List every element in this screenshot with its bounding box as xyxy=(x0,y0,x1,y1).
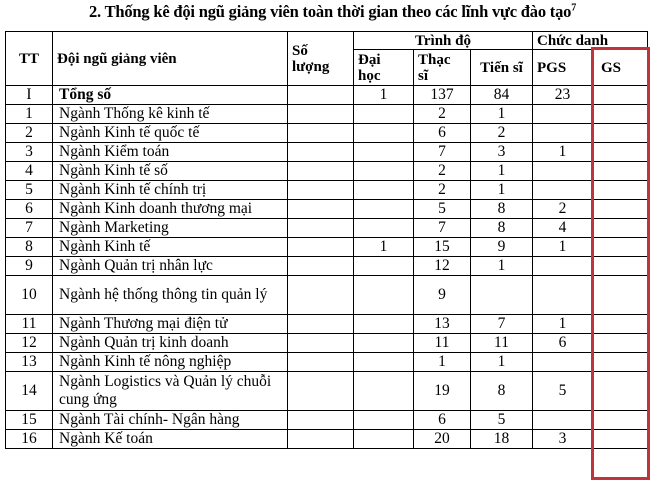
cell-pgs: 2 xyxy=(533,200,593,219)
table-row xyxy=(6,334,648,353)
cell-thac-si: 2 xyxy=(414,181,471,200)
cell-tien-si: 8 xyxy=(471,200,533,219)
cell-gs xyxy=(593,162,648,181)
table-row xyxy=(6,276,648,315)
cell-so-luong xyxy=(288,430,354,449)
header-thac-si: Thạc sĩ xyxy=(414,50,471,86)
cell-tt: 13 xyxy=(6,353,53,372)
cell-pgs xyxy=(533,353,593,372)
cell-dai-hoc xyxy=(354,162,414,181)
header-gs: GS xyxy=(593,50,648,86)
cell-so-luong xyxy=(288,257,354,276)
cell-tt: 7 xyxy=(6,219,53,238)
cell-thac-si: 6 xyxy=(414,124,471,143)
header-chuc-danh: Chức danh xyxy=(533,32,648,50)
cell-pgs: 23 xyxy=(533,86,593,105)
cell-tt: 1 xyxy=(6,105,53,124)
cell-so-luong xyxy=(288,143,354,162)
cell-tt: 3 xyxy=(6,143,53,162)
cell-tt: 8 xyxy=(6,238,53,257)
cell-dai-hoc xyxy=(354,219,414,238)
cell-thac-si: 11 xyxy=(414,334,471,353)
cell-name: Ngành Kinh tế chính trị xyxy=(53,181,288,200)
table-row xyxy=(6,219,648,238)
cell-tt: 15 xyxy=(6,411,53,430)
cell-pgs xyxy=(533,257,593,276)
cell-name: Ngành Kinh tế xyxy=(53,238,288,257)
cell-name: Ngành Quản trị kinh doanh xyxy=(53,334,288,353)
cell-so-luong xyxy=(288,200,354,219)
cell-pgs xyxy=(533,181,593,200)
cell-tien-si xyxy=(471,276,533,315)
cell-tt: 2 xyxy=(6,124,53,143)
section-title-text: 2. Thống kê đội ngũ giảng viên toàn thời gian theo các lĩnh vực đào tạo xyxy=(88,2,572,21)
cell-gs xyxy=(593,334,648,353)
cell-tt: 11 xyxy=(6,315,53,334)
cell-tien-si: 1 xyxy=(471,162,533,181)
cell-name: Ngành Kiểm toán xyxy=(53,143,288,162)
table-row xyxy=(6,430,648,449)
cell-name: Ngành Kinh tế quốc tế xyxy=(53,124,288,143)
cell-dai-hoc xyxy=(354,181,414,200)
cell-pgs xyxy=(533,124,593,143)
table-row xyxy=(6,411,648,430)
table-row xyxy=(6,353,648,372)
cell-pgs: 3 xyxy=(533,430,593,449)
cell-so-luong xyxy=(288,219,354,238)
table-row xyxy=(6,315,648,334)
cell-tien-si: 18 xyxy=(471,430,533,449)
cell-name: Ngành Quản trị nhân lực xyxy=(53,257,288,276)
cell-pgs xyxy=(533,105,593,124)
cell-pgs: 4 xyxy=(533,219,593,238)
cell-so-luong xyxy=(288,276,354,315)
cell-tt: 4 xyxy=(6,162,53,181)
table-row xyxy=(6,181,648,200)
cell-so-luong xyxy=(288,238,354,257)
cell-so-luong xyxy=(288,86,354,105)
cell-name: Ngành Kế toán xyxy=(53,430,288,449)
cell-name: Ngành Logistics và Quản lý chuỗi cung ứng xyxy=(53,372,288,411)
table-row xyxy=(6,257,648,276)
table-row xyxy=(6,105,648,124)
cell-gs xyxy=(593,219,648,238)
cell-tien-si: 2 xyxy=(471,124,533,143)
header-name: Đội ngũ giảng viên xyxy=(53,32,288,86)
cell-gs xyxy=(593,105,648,124)
cell-dai-hoc xyxy=(354,315,414,334)
cell-gs xyxy=(593,181,648,200)
cell-so-luong xyxy=(288,315,354,334)
header-pgs: PGS xyxy=(533,50,593,86)
cell-so-luong xyxy=(288,162,354,181)
cell-tien-si: 84 xyxy=(471,86,533,105)
cell-tt: 5 xyxy=(6,181,53,200)
faculty-statistics-table xyxy=(5,31,648,449)
cell-dai-hoc: 1 xyxy=(354,238,414,257)
cell-pgs: 1 xyxy=(533,143,593,162)
table-row xyxy=(6,162,648,181)
cell-pgs: 1 xyxy=(533,238,593,257)
cell-gs xyxy=(593,86,648,105)
cell-dai-hoc xyxy=(354,334,414,353)
cell-thac-si: 2 xyxy=(414,162,471,181)
cell-gs xyxy=(593,257,648,276)
cell-name: Ngành Marketing xyxy=(53,219,288,238)
cell-thac-si: 6 xyxy=(414,411,471,430)
cell-thac-si: 5 xyxy=(414,200,471,219)
cell-dai-hoc xyxy=(354,411,414,430)
cell-dai-hoc xyxy=(354,257,414,276)
cell-pgs xyxy=(533,276,593,315)
cell-dai-hoc: 1 xyxy=(354,86,414,105)
cell-tien-si: 3 xyxy=(471,143,533,162)
cell-gs xyxy=(593,315,648,334)
cell-tien-si: 5 xyxy=(471,411,533,430)
cell-tien-si: 1 xyxy=(471,257,533,276)
cell-dai-hoc xyxy=(354,105,414,124)
table-row xyxy=(6,238,648,257)
cell-thac-si: 1 xyxy=(414,353,471,372)
header-trinh-do: Trình độ xyxy=(354,32,533,50)
cell-so-luong xyxy=(288,372,354,411)
header-tt: TT xyxy=(6,32,53,86)
cell-tien-si: 1 xyxy=(471,353,533,372)
cell-gs xyxy=(593,372,648,411)
table-row xyxy=(6,372,648,411)
cell-tt: I xyxy=(6,86,53,105)
cell-dai-hoc xyxy=(354,430,414,449)
cell-thac-si: 2 xyxy=(414,105,471,124)
cell-name: Ngành Kinh doanh thương mại xyxy=(53,200,288,219)
header-dai-hoc: Đại học xyxy=(354,50,414,86)
cell-gs xyxy=(593,353,648,372)
cell-tt: 14 xyxy=(6,372,53,411)
cell-dai-hoc xyxy=(354,200,414,219)
cell-thac-si: 19 xyxy=(414,372,471,411)
table-row xyxy=(6,124,648,143)
cell-pgs xyxy=(533,162,593,181)
cell-so-luong xyxy=(288,105,354,124)
cell-thac-si: 20 xyxy=(414,430,471,449)
cell-tt: 9 xyxy=(6,257,53,276)
cell-pgs: 5 xyxy=(533,372,593,411)
cell-name: Tổng số xyxy=(53,86,288,105)
cell-tien-si: 8 xyxy=(471,219,533,238)
cell-tien-si: 1 xyxy=(471,181,533,200)
cell-dai-hoc xyxy=(354,124,414,143)
cell-gs xyxy=(593,411,648,430)
cell-tien-si: 11 xyxy=(471,334,533,353)
cell-thac-si: 12 xyxy=(414,257,471,276)
cell-pgs: 1 xyxy=(533,315,593,334)
section-title xyxy=(0,2,665,22)
cell-name: Ngành Thống kê kinh tế xyxy=(53,105,288,124)
table-row-total xyxy=(6,86,648,105)
cell-pgs: 6 xyxy=(533,334,593,353)
cell-tien-si: 9 xyxy=(471,238,533,257)
header-so-luong: Số lượng xyxy=(288,32,354,86)
cell-thac-si: 9 xyxy=(414,276,471,315)
cell-so-luong xyxy=(288,334,354,353)
cell-so-luong xyxy=(288,181,354,200)
cell-so-luong xyxy=(288,353,354,372)
cell-name: Ngành Kinh tế số xyxy=(53,162,288,181)
cell-gs xyxy=(593,276,648,315)
cell-tt: 16 xyxy=(6,430,53,449)
header-tien-si: Tiến sĩ xyxy=(471,50,533,86)
cell-name: Ngành hệ thống thông tin quản lý xyxy=(53,276,288,315)
footnote-marker: 7 xyxy=(571,2,576,14)
cell-gs xyxy=(593,430,648,449)
cell-dai-hoc xyxy=(354,372,414,411)
cell-tien-si: 7 xyxy=(471,315,533,334)
cell-tien-si: 1 xyxy=(471,105,533,124)
cell-thac-si: 7 xyxy=(414,143,471,162)
cell-dai-hoc xyxy=(354,143,414,162)
cell-thac-si: 137 xyxy=(414,86,471,105)
cell-so-luong xyxy=(288,411,354,430)
table-row xyxy=(6,143,648,162)
cell-pgs xyxy=(533,411,593,430)
cell-tt: 6 xyxy=(6,200,53,219)
cell-gs xyxy=(593,238,648,257)
cell-name: Ngành Thương mại điện tử xyxy=(53,315,288,334)
cell-so-luong xyxy=(288,124,354,143)
cell-thac-si: 7 xyxy=(414,219,471,238)
cell-tt: 12 xyxy=(6,334,53,353)
cell-gs xyxy=(593,124,648,143)
cell-dai-hoc xyxy=(354,276,414,315)
cell-name: Ngành Tài chính- Ngân hàng xyxy=(53,411,288,430)
cell-thac-si: 13 xyxy=(414,315,471,334)
cell-tt: 10 xyxy=(6,276,53,315)
cell-gs xyxy=(593,143,648,162)
cell-tien-si: 8 xyxy=(471,372,533,411)
cell-gs xyxy=(593,200,648,219)
cell-name: Ngành Kinh tế nông nghiệp xyxy=(53,353,288,372)
cell-thac-si: 15 xyxy=(414,238,471,257)
table-row xyxy=(6,200,648,219)
cell-dai-hoc xyxy=(354,353,414,372)
